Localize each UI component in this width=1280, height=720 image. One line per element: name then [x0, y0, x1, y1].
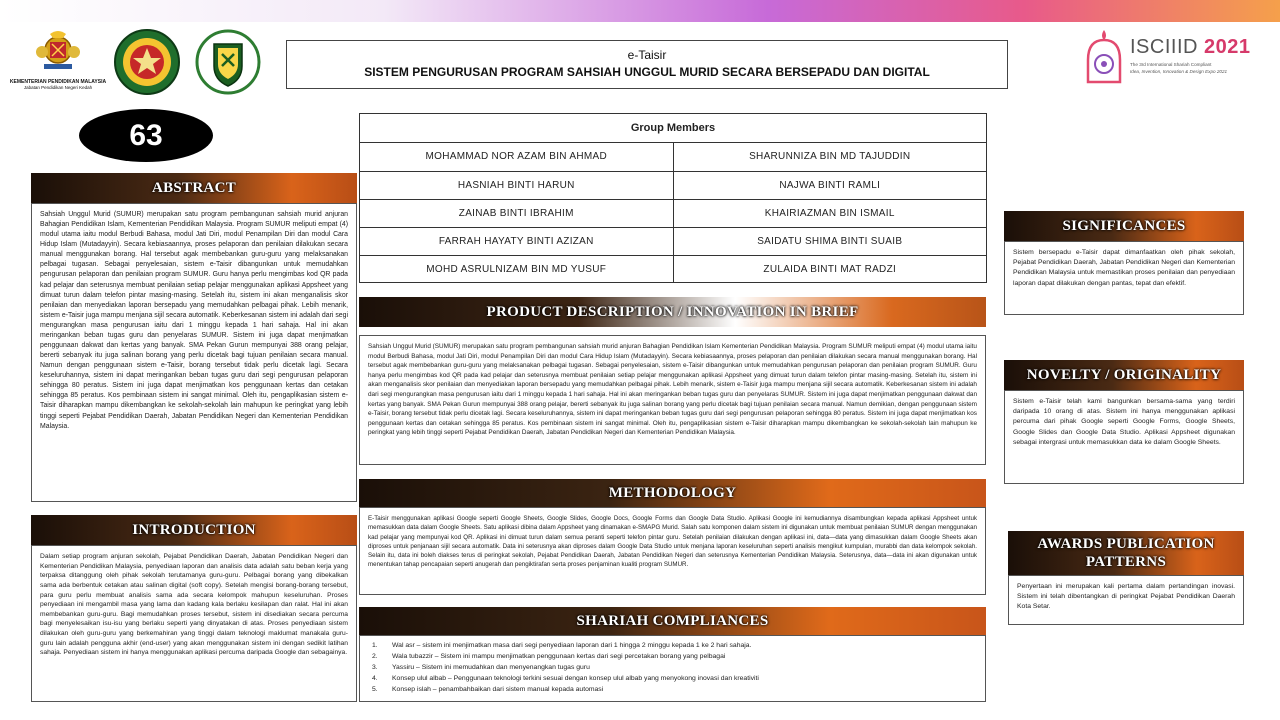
isciiid-subtitle-1: The 3rd International Shariah Compliant	[1130, 62, 1212, 67]
kpm-logo	[8, 30, 108, 90]
abstract-panel	[31, 203, 357, 502]
abstract-header	[31, 173, 357, 203]
methodology-panel	[359, 507, 986, 595]
list-number: 1.	[372, 642, 378, 649]
list-item	[368, 685, 977, 696]
product-description-heading: PRODUCT DESCRIPTION / INNOVATION IN BRIEF	[486, 304, 859, 320]
abstract-text: Sahsiah Unggul Murid (SUMUR) merupakan satu program pembangunan sahsiah murid anjuran Bahagian Pendidikan Islam, Kementerian Pendidikan Malaysia. Program SUMUR meliputi empat (4) modul utama iaitu modul Berbudi Bahasa, modul Jati Diri, modul Penampilan Diri dan modul Cara Hidup Islam (Mutadayyin). Secara kebiasaannya, proses pelaporan dan penilaian dilakukan secara manual menggunakan borang. Hal tersebut agak membebankan guru-guru yang melaksanakan pelbagai tugasan. Sebagai penyelesaian, sistem e-Taisir dibangunkan untuk memudahkan pengurusan pelaporan dan penilaian program SUMUR. Guru hanya perlu mengimbas kod QR pada kad pelajar dan seterusnya membuat penilaian setiap pelajar menggunakan aplikasi Appsheet yang dimuat turun dalam telefon pintar masing-masing. Setelah itu, sistem ini akan menganalisis skor penilaian dan menyediakan laporan bersepadu yang memudahkan pelbagai pihak. Lebih menarik, sistem e-Taisir juga mampu menjana sijil secara automatik. Keberkesanan sistem ini adalah dari segi mengurangkan masa pengurusan iaitu dari 1 minggu kepada 1 hari sahaja. Hal ini akan meringankan beban tugas guru dan penyelaras SUMUR. Sistem ini juga dapat menjimatkan penggunaan dakwat dan kertas yang banyak. SMA Pekan Gurun mempunyai 388 orang pelajar, bererti sebanyak itu juga salinan borang yang perlu dicetak bagi tujuan penilaian secara manual. Namun dengan penggunaan sistem e-Taisir, borang tersebut tidak perlu dicetak lagi. Secara keseluruhannya, sistem ini dapat meringankan beban tugas guru dari segi pengurusan pelaporan sehingga 80 peratus. Sistem ini juga dapat menjimatkan kos penggunaan kertas dan cetakan sehingga 85 peratus. Kos pembinaan sistem ini sangat minimal. Oleh itu, pengaplikasian sistem e-Taisir diharapkan mampu dikembangkan ke sekolah-sekolah lain mahupun ke peringkat yang lebih tinggi seperti Pejabat Pendidikan Daerah, Jabatan Pendidikan Negeri dan Kementerian Pendidikan Malaysia.	[40, 211, 348, 430]
introduction-header	[31, 515, 357, 545]
novelty-heading: NOVELTY / ORIGINALITY	[1026, 367, 1222, 383]
group-members-heading: Group Members	[360, 114, 986, 143]
list-text: Konsep islah – penambahbaikan dari sistem manual kepada automasi	[392, 685, 604, 693]
list-text: Wala tubazzir – Sistem ini mampu menjimatkan penggunaan kertas dari segi percetakan borang yang pelbagai	[392, 652, 726, 660]
school-crest-logo	[112, 28, 182, 96]
members-row	[360, 227, 986, 255]
top-gradient-bar	[0, 0, 1280, 22]
member-name: FARRAH HAYATY BINTI AZIZAN	[360, 227, 673, 255]
introduction-heading: INTRODUCTION	[132, 522, 256, 538]
awards-panel	[1008, 575, 1244, 625]
kpm-name: KEMENTERIAN PENDIDIKAN MALAYSIA	[9, 79, 107, 85]
novelty-text: Sistem e-Taisir telah kami bangunkan bersama-sama yang terdiri daripada 10 orang di atas. Sistem ini hanya menggunakan aplikasi percuma dari pihak Google seperti Google Forms, Google Sheets, Google Slides dan Google Data Studio. Aplikasi Appsheet digunakan sebagai intergrasi untuk memasukkan data ke dalam Google Sheets.	[1013, 398, 1235, 446]
shield-crest-logo	[192, 28, 264, 96]
members-row	[360, 255, 986, 283]
significances-text: Sistem bersepadu e-Taisir dapat dimanfaatkan oleh pihak sekolah, Pejabat Pendidikan Daerah, Jabatan Pendidikan Negeri dan Kementerian Pendidikan Malaysia untuk memastikan proses penilaian dan penyediaan laporan dapat dilakukan dengan pantas, tepat dan efektif.	[1013, 249, 1235, 287]
isciiid-subtitle-2: Idea, Invention, Innovation & Design Expo 2021	[1130, 69, 1228, 74]
list-item	[368, 641, 977, 652]
list-item	[368, 663, 977, 674]
poster-title: SISTEM PENGURUSAN PROGRAM SAHSIAH UNGGUL MURID SECARA BERSEPADU DAN DIGITAL	[364, 65, 930, 79]
list-text: Wal asr – sistem ini menjimatkan masa dari segi penyediaan laporan dari 1 hingga 2 minggu kepada 1 ke 2 hari sahaja.	[392, 642, 752, 649]
member-name: ZAINAB BINTI IBRAHIM	[360, 199, 673, 227]
member-name: HASNIAH BINTI HARUN	[360, 171, 673, 199]
product-description-header	[359, 297, 986, 327]
member-name: MOHD ASRULNIZAM BIN MD YUSUF	[360, 255, 673, 283]
list-item	[368, 652, 977, 663]
isciiid-name: ISCIIID	[1130, 36, 1198, 58]
introduction-text: Dalam setiap program anjuran sekolah, Pejabat Pendidikan Daerah, Jabatan Pendidikan Negeri dan Kementerian Pendidikan Malaysia, penyediaan laporan dan analisis data adalah satu beban kerja yang terpaksa ditanggung oleh pihak sekolah terutamanya guru-guru. Pelbagai borang yang dibekalkan sama ada berbentuk cetakan atau salinan digital (soft copy). Setelah mengisi borang-borang tersebut, para guru perlu membuat analisis sama ada secara kelompok mahupun keseluruhan. Proses penyediaan ini mengambil masa yang lama dan kadang kala berlaku kesilapan dan ralat. Hal ini akan membebankan guru-guru. Bagi memudahkan proses tersebut, sistem ini disediakan secara percuma bagi menyelesaikan isu-isu yang berlaku seperti yang dinyatakan di atas. Proses penyediaan sistem dilakukan oleh guru-guru yang berkemahiran yang tinggi dalam teknologi maklumat manakala guru-guru lain adalah pengguna akhir (end-user) yang akan menggunakan sistem ini dengan sedikit latihan sahaja. Penyediaan sistem ini hanya menggunakan aplikasi percuma daripada Google dan sebagainya.	[40, 553, 348, 657]
member-name: KHAIRIAZMAN BIN ISMAIL	[673, 199, 986, 227]
members-row	[360, 171, 986, 199]
list-text: Yassiru – Sistem ini memudahkan dan menyenangkan tugas guru	[392, 663, 590, 671]
awards-header	[1008, 531, 1244, 575]
list-number: 3.	[372, 663, 378, 671]
app-name: e-Taisir	[627, 48, 667, 62]
awards-heading-line2: PATTERNS	[1085, 554, 1167, 570]
member-name: NAJWA BINTI RAMLI	[673, 171, 986, 199]
member-name: SAIDATU SHIMA BINTI SUAIB	[673, 227, 986, 255]
shield-crest-icon	[192, 28, 264, 96]
isciiid-logo	[1082, 26, 1252, 90]
group-members-table	[359, 113, 987, 283]
significances-panel	[1004, 241, 1244, 315]
members-row	[360, 199, 986, 227]
title-box	[286, 40, 1008, 89]
shariah-list	[368, 641, 977, 695]
product-description-panel	[359, 335, 986, 465]
list-number: 4.	[372, 674, 378, 682]
list-number: 2.	[372, 652, 378, 660]
significances-header	[1004, 211, 1244, 241]
awards-heading-line1: AWARDS PUBLICATION	[1037, 536, 1215, 552]
methodology-heading: METHODOLOGY	[608, 485, 737, 501]
methodology-header	[359, 479, 986, 507]
methodology-text: E-Taisir menggunakan aplikasi Google seperti Google Sheets, Google Slides, Google Docs, Google Forms dan Google Data Studio. Aplikasi Google ini kemudiannya disambungkan kepada aplikasi Appsheet untuk memasukkan data dalam Google Sheets. Satu aplikasi dibina dalam Appsheet yang dinamakan e-SMAPG Murid. Salah satu komponen dalam sistem ini digunakan untuk membuat penilaian SUMUR dengan menggunakan kad pelajar yang mempunyai kod QR. Aplikasi ini dimuat turun dalam semua peranti seperti telefon pintar guru. Setelah penilaian dilakukan dengan aplikasi ini, data—data yang dimasukkan dalam Google Sheets akan diproses untuk penjanaan sijil secara automatik. Data ini seterusnya akan diproses dalam Google Data Studio untuk menjana laporan keseluruhan seperti analisis mengikut kumpulan, murabbi dan data kelompok sekolah. Selain itu, data ini boleh diakses terus di peringkat sekolah, Pejabat Pendidikan Daerah, Jabatan Pendidikan Negeri dan seterusnya Kementerian Pendidikan Malaysia. Seterusnya, data—data ini akan digunakan untuk menentukan tahap pencapaian seperti anugerah dan pengiktirafan serta proses penjaminan kualiti program SUMUR.	[368, 515, 977, 569]
significances-heading: SIGNIFICANCES	[1062, 218, 1186, 234]
shariah-heading: SHARIAH COMPLIANCES	[576, 613, 769, 629]
shariah-panel	[359, 635, 986, 702]
poster-number-badge: 63	[79, 109, 213, 162]
list-item	[368, 674, 977, 685]
member-name: MOHAMMAD NOR AZAM BIN AHMAD	[360, 143, 673, 171]
member-name: ZULAIDA BINTI MAT RADZI	[673, 255, 986, 283]
list-text: Konsep ulul albab – Penggunaan teknologi terkini sesuai dengan konsep ulul albab yang menyokong inovasi dan kreativiti	[392, 674, 759, 682]
member-name: SHARUNNIZA BIN MD TAJUDDIN	[749, 151, 911, 163]
novelty-panel	[1004, 390, 1244, 484]
list-number: 5.	[372, 685, 378, 693]
product-description-text: Sahsiah Unggul Murid (SUMUR) merupakan satu program pembangunan sahsiah murid anjuran Bahagian Pendidikan Islam Kementerian Pendidikan Malaysia. Program SUMUR meliputi empat (4) modul utama iaitu modul Berbudi Bahasa, modul Jati Diri, modul Penampilan Diri dan modul Cara Hidup Islam (Mutadayyin). Secara kebiasaannya, proses pelaporan dan penilaian dilakukan secara manual menggunakan borang. Hal tersebut agak membebankan guru-guru yang melaksanakan pelbagai tugasan. Sebagai penyelesaian, sistem e-Taisir dibangunkan untuk memudahkan pengurusan pelaporan dan penilaian program SUMUR. Guru hanya perlu mengimbas kod QR pada kad pelajar dan seterusnya membuat penilaian setiap pelajar menggunakan aplikasi Appsheet yang dimuat turun dalam telefon pintar masing-masing. Setelah itu, sistem ini akan menganalisis skor penilaian dan menyediakan laporan bersepadu yang memudahkan pelbagai pihak. Lebih menarik, sistem e-Taisir juga mampu menjana sijil secara automatik. Keberkesanan sistem ini adalah dari segi mengurangkan masa pengurusan iaitu dari 1 minggu kepada 1 hari sahaja. Hal ini akan meringankan beban tugas guru dan penyelaras SUMUR. Sistem ini juga dapat menjimatkan penggunaan dakwat dan kertas yang banyak. SMA Pekan Gurun mempunyai 388 orang pelajar, bererti sebanyak itu juga salinan borang yang perlu dicetak bagi tujuan penilaian secara manual. Namun demikian, dengan penggunaan sistem e-Taisir, borang tersebut tidak perlu dicetak lagi. Secara keseluruhannya, sistem ini dapat meringankan beban tugas guru dari segi pengurusan pelaporan sehingga 80 peratus. Sistem ini juga dapat menjimatkan kos penggunaan kertas dan cetakan sehingga 85 peratus. Kos pembinaan sistem ini sangat minimal. Oleh itu, pengaplikasian sistem e-Taisir diharapkan mampu dikembangkan ke sekolah-sekolah lain mahupun ke peringkat yang lebih tinggi seperti Pejabat Pendidikan Daerah, Jabatan Pendidikan Negeri dan Kementerian Pendidikan Malaysia.	[368, 343, 977, 437]
isciiid-year: 2021	[1204, 36, 1251, 58]
green-crest-icon	[112, 28, 182, 96]
awards-text: Penyertaan ini merupakan kali pertama dalam pertandingan inovasi. Sistem ini telah dibentangkan di peringkat Pejabat Pendidikan Daerah Kota Setar.	[1017, 583, 1235, 611]
introduction-panel	[31, 545, 357, 702]
kpm-crest-icon	[8, 30, 108, 74]
shariah-header	[359, 607, 986, 635]
novelty-header	[1004, 360, 1244, 390]
abstract-heading: ABSTRACT	[151, 180, 237, 196]
kpm-subname: Jabatan Pendidikan Negeri Kedah	[23, 85, 93, 90]
members-grid	[360, 143, 986, 283]
members-row	[360, 143, 986, 171]
isciiid-emblem-icon	[1082, 26, 1126, 86]
